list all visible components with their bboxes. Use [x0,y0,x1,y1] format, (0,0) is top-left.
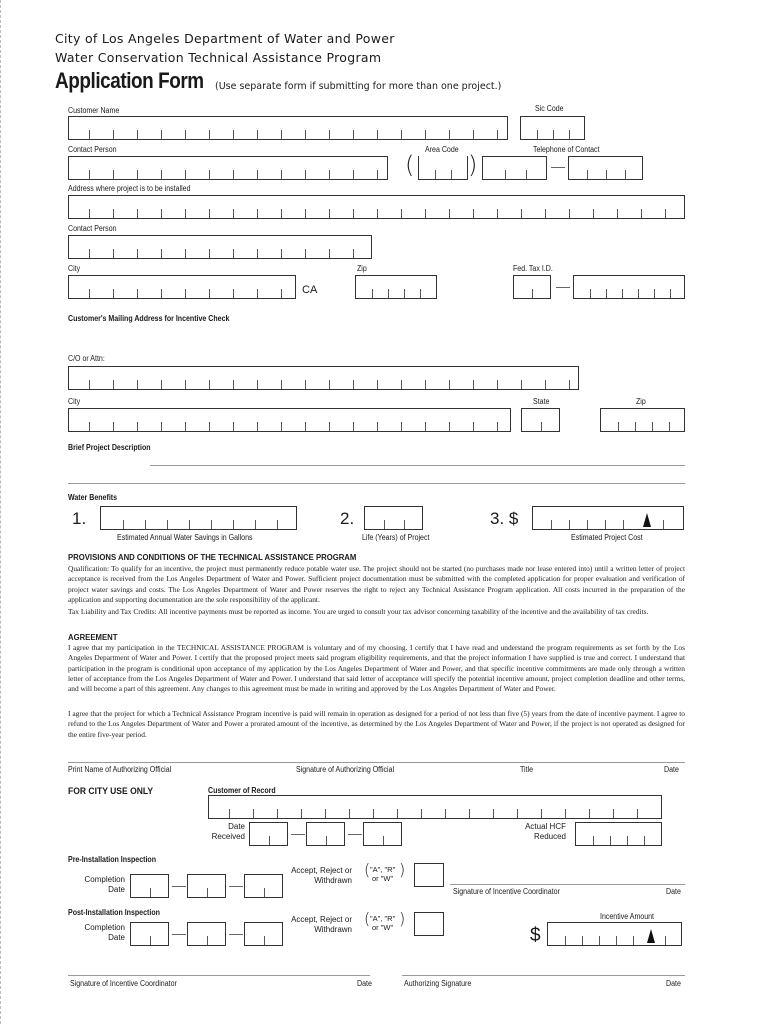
completion-date-label: Date [108,885,125,894]
department-name: City of Los Angeles Department of Water and Power [55,31,395,46]
sic-code-label: Sic Code [535,104,564,113]
date-received-day[interactable] [306,822,345,846]
project-cost-field[interactable] [532,506,684,530]
annual-savings-field[interactable] [100,506,297,530]
date-dash [348,834,362,835]
co-attn-field[interactable] [68,366,579,390]
fed-tax-prefix-field[interactable] [513,275,551,299]
post-codes-w: or "W" [372,923,394,932]
phone-dash [551,167,565,168]
comb-marks [307,833,344,845]
pre-coordinator-date-label: Date [666,887,681,896]
date-received-label-1: Date [228,822,245,831]
annual-savings-label: Estimated Annual Water Savings in Gallons [117,533,253,542]
customer-name-label: Customer Name [68,106,120,115]
comb-marks [574,286,684,298]
bottom-coordinator-signature-label: Signature of Incentive Coordinator [70,979,177,988]
comb-marks [69,419,510,431]
accept-reject-label: Accept, Reject or [291,866,352,875]
actual-hcf-field[interactable] [575,822,662,846]
pre-completion-year[interactable] [244,874,283,898]
contact-person-2-label: Contact Person [68,224,117,233]
comb-marks [69,167,387,179]
post-codes-right-paren: ) [399,909,406,928]
comb-marks [131,885,168,897]
agreement-heading: AGREEMENT [68,632,118,642]
comb-marks [514,286,550,298]
comb-marks [569,167,642,179]
pre-accept-code-field[interactable] [414,863,444,887]
provisions-tax: Tax Liability and Tax Credits: All incentive payments must be reported as income. You are urged to consult your tax advisor concerning taxability of the incentive and the availability of tax credits. [68,607,649,616]
comb-marks [69,286,295,298]
state-field[interactable] [521,408,560,432]
comb-marks [522,419,559,431]
incentive-amount-field[interactable] [547,922,682,946]
city-2-field[interactable] [68,408,511,432]
left-paren: ( [405,151,415,179]
post-codes-ar: "A", "R" [370,914,396,923]
city-2-label: City [68,397,81,406]
city-label: City [68,264,81,273]
actual-hcf-label: Actual HCF [525,822,566,831]
comb-marks [601,419,684,431]
description-line-1[interactable] [150,465,685,466]
comb-marks [548,933,681,945]
comb-marks [69,127,507,139]
agreement-paragraph-2: I agree that the project for which a Technical Assistance Program incentive is paid will remain in operation as designed for a period of not less than five (5) years from the date of incentive payment. I agree to refund to the Los Angeles Department of Water and Power a prorated amount of the incentive, as determined by the Los Angeles Department of Water and Power, if the project is not operated as designed for the entire five-year period. [68,709,685,739]
bottom-coordinator-signature-line[interactable] [68,975,370,976]
zip-label: Zip [357,264,367,273]
decimal-marker-icon [643,513,651,527]
comb-marks [69,206,684,218]
signature-line[interactable] [68,762,685,763]
customer-record-label: Customer of Record [208,786,276,795]
right-paren: ) [468,151,478,179]
comb-marks [131,933,168,945]
comb-marks [365,517,422,529]
zip-2-field[interactable] [600,408,685,432]
benefit-2-number: 2. [340,509,355,528]
completion-label: Completion [84,875,125,884]
contact-person-label: Contact Person [68,145,117,154]
authorizing-date-label: Date [666,979,681,988]
comb-marks [69,246,371,258]
co-attn-label: C/O or Attn: [68,354,105,363]
comb-marks [250,833,287,845]
pre-coordinator-signature-line[interactable] [450,884,685,885]
phone-prefix-field[interactable] [482,156,547,180]
authorizing-signature-label: Authorizing Signature [404,979,472,988]
customer-name-field[interactable] [68,116,508,140]
comb-marks [188,933,225,945]
codes-right-paren: ) [399,860,406,879]
provisions-qualification: Qualification: To qualify for an incentive, the project must permanently reduce potable water use. The project should not be started (no purchases made nor lease entered into) until a written letter of project acceptance is received from the Los Angeles Department of Water and Power. Sufficient project documentation must be submitted with the completed application for proper evaluation and verification of project water savings and costs. The Los Angeles Department of Water and Power reserves the right to reject any Technical Assistance Program application. All costs incurred in the preparation of the application and supporting documentation are the sole responsibility of the applicant. [68,564,685,604]
post-completion-day[interactable] [187,922,226,946]
signature-date-label: Date [664,765,679,774]
fed-tax-field[interactable] [573,275,685,299]
comb-marks [576,833,661,845]
withdrawn-label: Withdrawn [314,876,352,885]
address-label: Address where project is to be installed [68,184,191,193]
comb-marks [69,377,578,389]
life-years-label: Life (Years) of Project [362,533,430,542]
fed-tax-dash [556,287,570,288]
pre-completion-month[interactable] [130,874,169,898]
description-line-2[interactable] [68,483,685,484]
comb-marks [209,806,661,818]
address-field[interactable] [68,195,685,219]
state-label: State [533,397,550,406]
post-completion-month[interactable] [130,922,169,946]
title-label: Title [520,765,534,774]
comb-marks [364,833,401,845]
agreement-paragraph-1: I agree that my participation in the TECHNICAL ASSISTANCE PROGRAM is voluntary and of my choosing. I certify that I have read and understand the program requirements as set forth by the Los Angeles Department of Water and Power. I certify that the proposed project meets said program eligibility requirements, and that the project information I have supplied is true and correct. I understand that participation in the program is conditional upon acceptance of my application by the Los Angeles Department of Water and Power, and that specific incentive commitments are made only through a written letter of acceptance from the Los Angeles Department of Water and Power. I understand that said letter of acceptance will specify the potential incentive amount, project completion deadline and other terms, and will become a part of this agreement. Any changes to this agreement must be made in writing and approved by the Los Angeles Department of Water and Power. [68,643,685,694]
provisions-heading: PROVISIONS AND CONDITIONS OF THE TECHNICAL ASSISTANCE PROGRAM [68,552,357,562]
authorizing-signature-line[interactable] [402,975,685,976]
comb-marks [533,517,683,529]
comb-marks [245,885,282,897]
project-cost-label: Estimated Project Cost [571,533,643,542]
post-completion-year[interactable] [244,922,283,946]
city-use-heading: FOR CITY USE ONLY [68,786,154,797]
comb-marks [245,933,282,945]
incentive-amount-label: Incentive Amount [600,912,655,921]
form-title-note: (Use separate form if submitting for more than one project.) [215,81,502,92]
brief-description-label: Brief Project Description [68,443,151,452]
pre-install-heading: Pre-Installation Inspection [68,855,157,864]
customer-record-field[interactable] [208,795,662,819]
phone-line-field[interactable] [568,156,643,180]
date-dash [172,934,186,935]
pre-coordinator-signature-label: Signature of Incentive Coordinator [453,887,560,896]
codes-w: or "W" [372,874,394,883]
pre-completion-day[interactable] [187,874,226,898]
form-title: Application Form [55,68,204,93]
comb-marks [356,286,436,298]
comb-marks [419,167,467,179]
post-install-heading: Post-Installation Inspection [68,908,160,917]
date-received-year[interactable] [363,822,402,846]
date-dash [229,934,243,935]
post-accept-reject-label: Accept, Reject or [291,915,352,924]
print-name-label: Print Name of Authorizing Official [68,765,172,774]
bottom-coordinator-date-label: Date [357,979,372,988]
post-withdrawn-label: Withdrawn [314,925,352,934]
life-years-field[interactable] [364,506,423,530]
comb-marks [188,885,225,897]
incentive-decimal-marker-icon [647,929,655,943]
contact-person-field[interactable] [68,156,388,180]
area-code-label: Area Code [425,145,459,154]
date-dash [172,886,186,887]
city-field[interactable] [68,275,296,299]
post-accept-code-field[interactable] [414,912,444,936]
reduced-label: Reduced [533,832,566,841]
benefit-3-number: 3. $ [490,509,519,528]
program-name: Water Conservation Technical Assistance Program [55,50,382,65]
contact-person-2-field[interactable] [68,235,372,259]
fed-tax-label: Fed. Tax I.D. [513,264,553,273]
signature-official-label: Signature of Authorizing Official [296,765,395,774]
comb-marks [521,127,584,139]
date-dash [229,886,243,887]
water-benefits-label: Water Benefits [68,493,118,502]
state-ca: CA [302,284,318,296]
area-code-field[interactable] [418,156,468,180]
benefit-1-number: 1. [72,509,87,528]
sic-code-field[interactable] [520,116,585,140]
date-dash [291,834,305,835]
comb-marks [483,167,546,179]
codes-ar: "A", "R" [370,865,396,874]
post-codes-left-paren: ( [364,909,371,928]
mailing-address-heading: Customer's Mailing Address for Incentive Check [68,314,230,323]
comb-marks [101,517,296,529]
post-completion-label: Completion [84,923,125,932]
incentive-dollar-sign: $ [530,925,541,946]
codes-left-paren: ( [364,860,371,879]
date-received-label-2: Received [211,832,245,841]
telephone-label: Telephone of Contact [533,145,600,154]
zip-field[interactable] [355,275,437,299]
zip-2-label: Zip [636,397,646,406]
date-received-month[interactable] [249,822,288,846]
post-completion-date-label: Date [108,933,125,942]
page-cut-line [0,0,1,1024]
